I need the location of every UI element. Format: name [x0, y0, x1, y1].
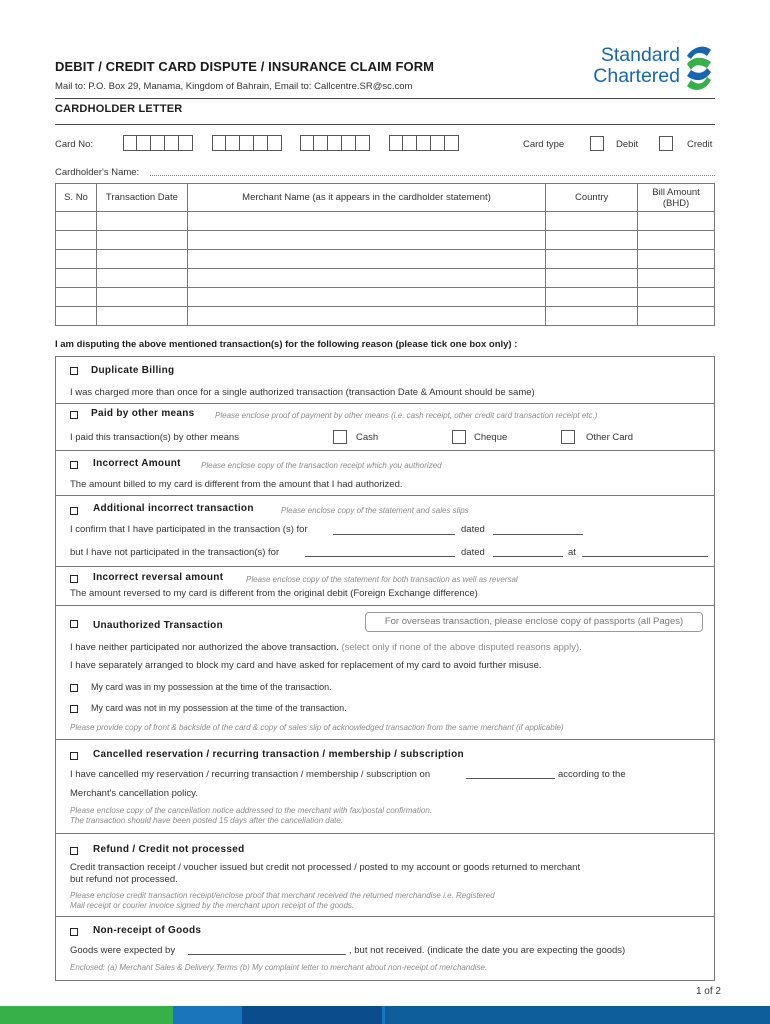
unauthorized-line1-note: (select only if none of the above disputed reasons apply). [341, 642, 582, 653]
expected-date-field[interactable] [188, 954, 346, 955]
refund-note1: Please enclose credit transaction receipt/enclose proof that merchant received the returned merchandise i.e. Registered [70, 891, 495, 900]
incorrect-amount-note: Please enclose copy of the transaction receipt which you authorized [201, 461, 442, 470]
other-means-title: Paid by other means [91, 408, 195, 419]
additional-transaction-checkbox[interactable] [70, 507, 78, 515]
footer-bar-segment [0, 1006, 173, 1024]
cancelled-note2: The transaction should have been posted 15 days after the cancellation date. [70, 816, 344, 825]
col-transaction-date: Transaction Date [96, 184, 187, 212]
card-no-label: Card No: [55, 139, 94, 150]
card-in-possession-label: My card was in my possession at the time of the transaction. [91, 682, 332, 692]
footer-color-bar [0, 1006, 770, 1024]
additional-line2: but I have not participated in the transaction(s) for [70, 547, 280, 558]
table-row[interactable] [56, 288, 715, 307]
cheque-label: Cheque [474, 432, 508, 443]
divider [55, 450, 715, 451]
transaction-table [55, 183, 715, 326]
cancellation-date-field[interactable] [466, 778, 555, 779]
cancelled-line2: Merchant's cancellation policy. [70, 788, 198, 799]
non-receipt-title: Non-receipt of Goods [93, 925, 202, 936]
additional-date1-field[interactable] [493, 534, 583, 535]
card-no-group-1[interactable] [123, 135, 193, 151]
other-means-note: Please enclose proof of payment by other means (i.e. cash receipt, other credit card transaction receipt etc.) [215, 411, 598, 420]
reversal-checkbox[interactable] [70, 575, 78, 583]
divider [55, 833, 715, 834]
logo [575, 42, 725, 94]
other-card-label: Other Card [586, 432, 633, 443]
unauthorized-line1: I have neither participated nor authorized the above transaction. (select only if none of the above disputed reasons apply). [70, 642, 582, 653]
unauthorized-checkbox[interactable] [70, 620, 78, 628]
card-not-in-possession-checkbox[interactable] [70, 705, 78, 713]
reversal-note: Please enclose copy of the statement for both transaction as well as reversal [246, 575, 518, 584]
other-means-text: I paid this transaction(s) by other means [70, 432, 239, 443]
section-divider [55, 124, 715, 125]
debit-label: Debit [616, 139, 639, 150]
header-divider [55, 98, 715, 99]
refund-checkbox[interactable] [70, 847, 78, 855]
additional-transaction-title: Additional incorrect transaction [93, 503, 254, 514]
refund-line1: Credit transaction receipt / voucher issued but credit not processed / posted to my account or goods returned to merchant [70, 862, 581, 873]
card-no-group-3[interactable] [300, 135, 370, 151]
incorrect-amount-title: Incorrect Amount [93, 458, 181, 469]
unauthorized-line2: I have separately arranged to block my card and have asked for replacement of my card to avoid further misuse. [70, 660, 542, 671]
cancelled-title: Cancelled reservation / recurring transaction / membership / subscription [93, 749, 464, 760]
refund-line2: but refund not processed. [70, 874, 178, 885]
cash-checkbox[interactable] [333, 430, 347, 444]
divider [55, 403, 715, 404]
additional-amount2-field[interactable] [305, 556, 455, 557]
debit-checkbox[interactable] [590, 136, 604, 151]
refund-title: Refund / Credit not processed [93, 844, 245, 855]
footer-bar-segment [385, 1006, 770, 1024]
col-bill-amount: Bill Amount (BHD) [638, 184, 715, 212]
reversal-text: The amount reversed to my card is different from the original debit (Foreign Exchange difference) [70, 588, 478, 599]
unauthorized-note: Please provide copy of front & backside of the card & copy of sales slip of acknowledged transaction from the same merchant (if applicable) [70, 723, 564, 732]
other-card-checkbox[interactable] [561, 430, 575, 444]
additional-transaction-note: Please enclose copy of the statement and sales slips [281, 506, 469, 515]
duplicate-billing-text: I was charged more than once for a single authorized transaction (transaction Date & Amount should be same) [70, 387, 535, 398]
card-in-possession-checkbox[interactable] [70, 684, 78, 692]
table-row[interactable] [56, 231, 715, 250]
non-receipt-note: Enclosed: (a) Merchant Sales & Delivery Terms (b) My complaint letter to merchant about non-receipt of merchandise. [70, 963, 488, 972]
card-no-group-4[interactable] [389, 135, 459, 151]
logo-text-standard: Standard [600, 44, 680, 66]
divider [55, 566, 715, 567]
other-means-checkbox[interactable] [70, 411, 78, 419]
additional-line1: I confirm that I have participated in the transaction (s) for [70, 524, 308, 535]
reversal-title: Incorrect reversal amount [93, 572, 224, 583]
table-header-row [56, 184, 715, 212]
cardholder-name-field[interactable] [150, 175, 715, 176]
table-row[interactable] [56, 212, 715, 231]
duplicate-billing-checkbox[interactable] [70, 367, 78, 375]
non-receipt-line1: Goods were expected by [70, 945, 176, 956]
non-receipt-checkbox[interactable] [70, 928, 78, 936]
table-row[interactable] [56, 269, 715, 288]
col-merchant-name: Merchant Name (as it appears in the cardholder statement) [187, 184, 545, 212]
section-title: CARDHOLDER LETTER [55, 103, 183, 115]
refund-note2: Mail receipt or courier invoice signed by the merchant upon receipt of the goods. [70, 901, 355, 910]
reason-intro: I am disputing the above mentioned transaction(s) for the following reason (please tick one box only) : [55, 339, 518, 350]
incorrect-amount-text: The amount billed to my card is different from the amount that I had authorized. [70, 479, 403, 490]
col-country: Country [546, 184, 638, 212]
cancelled-checkbox[interactable] [70, 752, 78, 760]
sc-wave-icon [683, 42, 715, 94]
cheque-checkbox[interactable] [452, 430, 466, 444]
logo-text-chartered: Chartered [593, 65, 680, 87]
additional-place-field[interactable] [582, 556, 708, 557]
divider [55, 739, 715, 740]
col-sno: S. No [56, 184, 97, 212]
divider [55, 605, 715, 606]
credit-checkbox[interactable] [659, 136, 673, 151]
divider [55, 495, 715, 496]
duplicate-billing-title: Duplicate Billing [91, 365, 175, 376]
cancelled-line1: I have cancelled my reservation / recurring transaction / membership / subscription on [70, 769, 431, 780]
table-row[interactable] [56, 250, 715, 269]
cancelled-note1: Please enclose copy of the cancellation notice addressed to the merchant with fax/postal confirmation. [70, 806, 432, 815]
additional-amount1-field[interactable] [333, 534, 455, 535]
unauthorized-title: Unauthorized Transaction [93, 620, 223, 631]
credit-label: Credit [687, 139, 713, 150]
additional-dated2-label: dated [461, 547, 485, 558]
card-type-label: Card type [523, 139, 565, 150]
passport-note: For overseas transaction, please enclose copy of passports (all Pages) [365, 612, 703, 632]
footer-bar-segment [173, 1006, 242, 1024]
additional-date2-field[interactable] [493, 556, 563, 557]
cancelled-line1-end: according to the [558, 769, 626, 780]
mailing-address: Mail to: P.O. Box 29, Manama, Kingdom of Bahrain, Email to: Callcentre.SR@sc.com [55, 81, 413, 92]
additional-at-label: at [568, 547, 576, 558]
form-title: DEBIT / CREDIT CARD DISPUTE / INSURANCE CLAIM FORM [55, 59, 435, 74]
divider [55, 916, 715, 917]
incorrect-amount-checkbox[interactable] [70, 461, 78, 469]
additional-dated1-label: dated [461, 524, 485, 535]
footer-bar-segment [242, 1006, 382, 1024]
non-receipt-line1-end: , but not received. (indicate the date you are expecting the goods) [349, 945, 626, 956]
card-no-group-2[interactable] [212, 135, 282, 151]
cash-label: Cash [356, 432, 379, 443]
card-not-in-possession-label: My card was not in my possession at the time of the transaction. [91, 703, 347, 713]
table-row[interactable] [56, 307, 715, 326]
page-number: 1 of 2 [695, 986, 721, 997]
cardholder-name-label: Cardholder's Name: [55, 167, 140, 178]
